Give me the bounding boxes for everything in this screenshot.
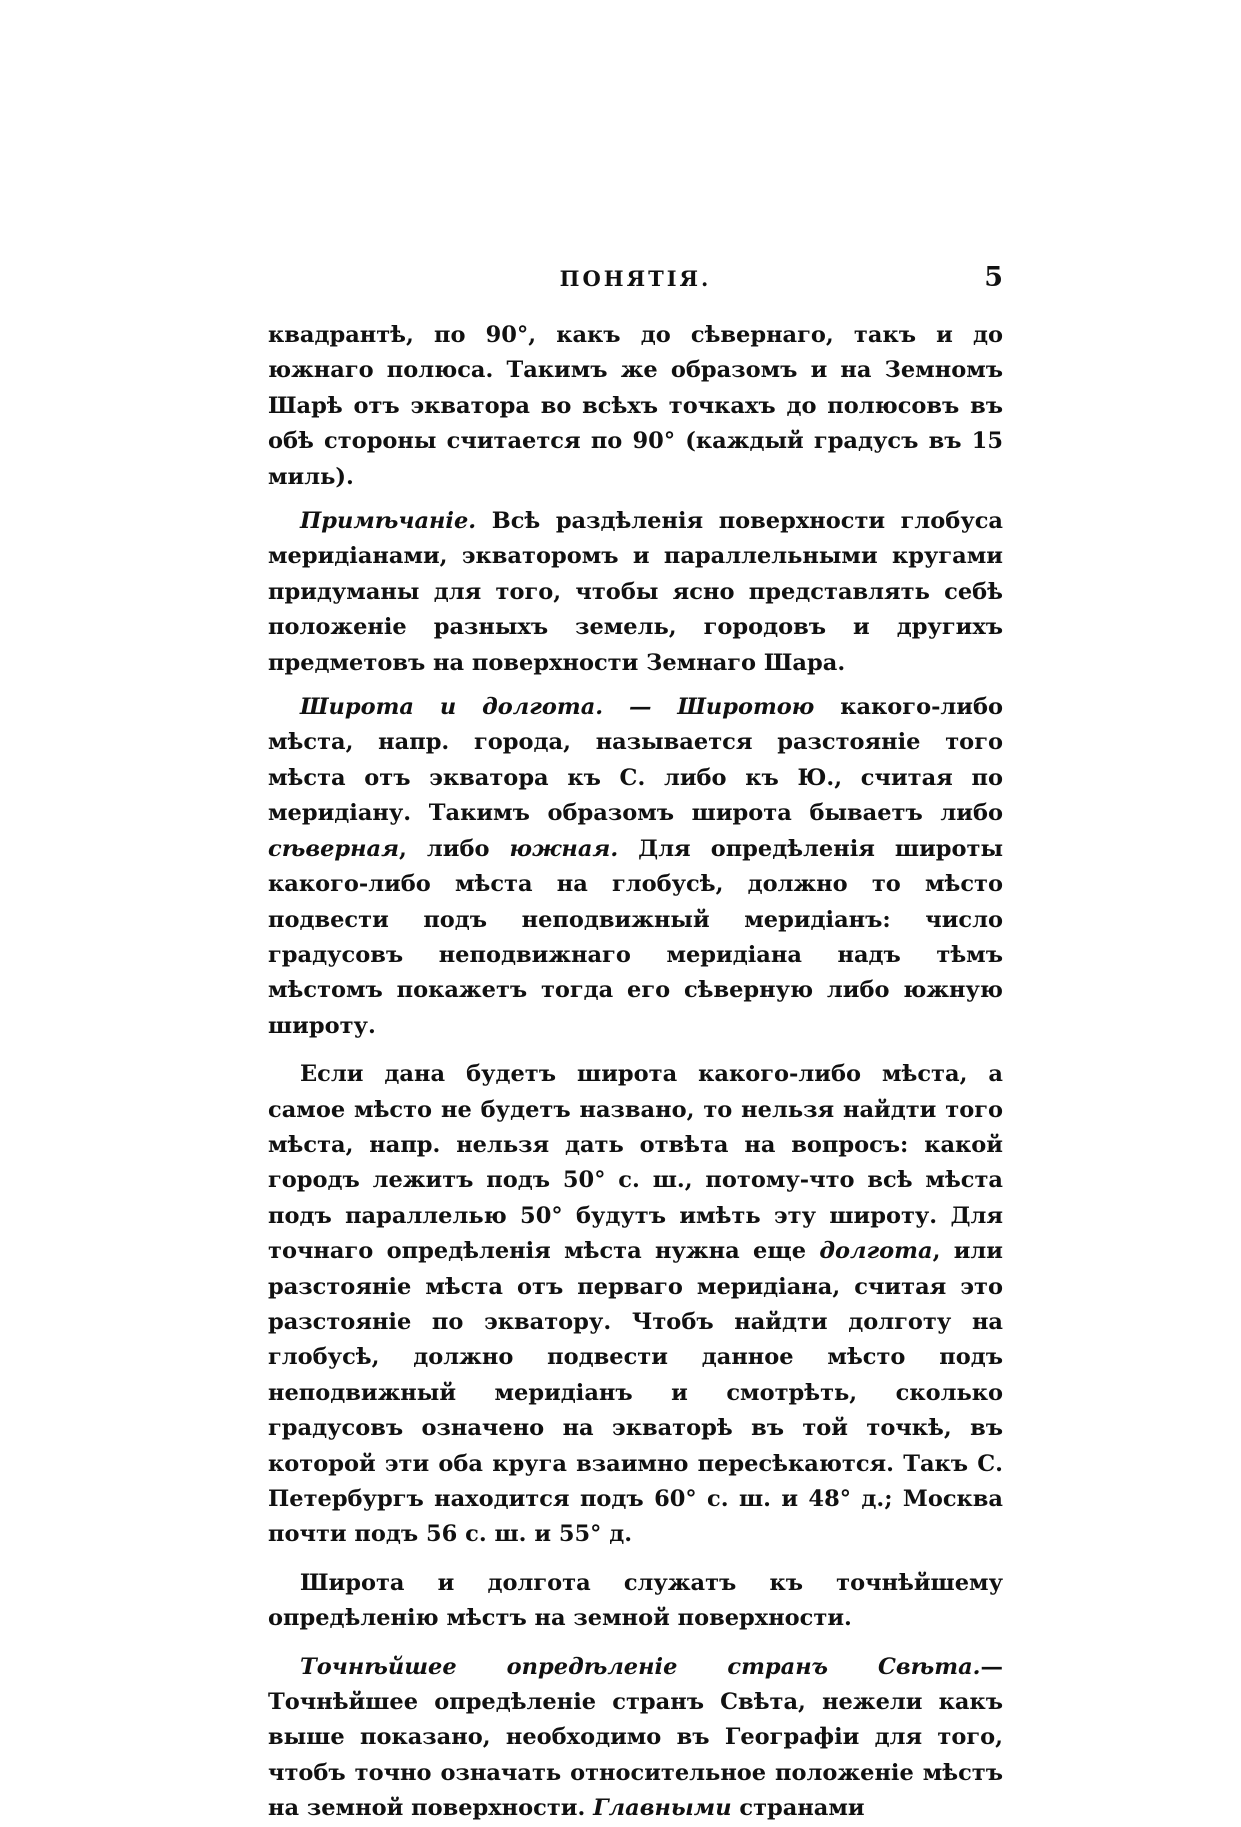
paragraph-1: квадрантѣ, по 90°, какъ до сѣвернаго, такъ и до южнаго полюса. Такимъ же образомъ и на Земномъ Шарѣ отъ экватора во всѣхъ точкахъ до полюсовъ въ обѣ стороны считается по 90° (каждый градусъ въ 15 миль). [268, 322, 1003, 490]
page-header [268, 262, 1003, 302]
body-text [268, 318, 1003, 1827]
paragraph-note: Примѣчаніе. Всѣ раздѣленія поверхности глобуса меридіанами, экваторомъ и параллельными кругами придуманы для того, чтобы ясно представлять себѣ положеніе разныхъ земель, городовъ и другихъ предметовъ на поверхности Земнаго Шара. [268, 508, 1003, 676]
section-heading-cardinal: Точнѣйшее опредѣленіе странъ Свѣта. [300, 1653, 981, 1680]
paragraph-latitude: Широта и долгота. — Широтою какого-либо мѣста, напр. города, называется разстояніе того мѣста отъ экватора къ С. либо къ Ю., считая по меридіану. Такимъ образомъ широта бываетъ либо сѣверная, либо южная. Для опредѣленія широты какого-либо мѣста на глобусѣ, должно то мѣсто подвести подъ неподвижный меридіанъ: число градусовъ неподвижнаго меридіана надъ тѣмъ мѣстомъ покажетъ тогда его сѣверную либо южную широту. [268, 694, 1003, 1039]
running-title: ПОНЯТІЯ. [559, 266, 712, 291]
section-heading-latitude: Широта и долгота. — Широтою [300, 694, 815, 721]
page-number: 5 [984, 262, 1003, 293]
paragraph-longitude: Если дана будетъ широта какого-либо мѣста, а самое мѣсто не будетъ названо, то нельзя найдти того мѣста, напр. нельзя дать отвѣта на вопросъ: какой городъ лежитъ подъ 50° с. ш., потому-что всѣ мѣста подъ параллелью 50° будутъ имѣть эту широту. Для точнаго опредѣленія мѣста нужна еще долгота, или разстояніе мѣста отъ перваго меридіана, считая это разстояніе по экватору. Чтобъ найдти долготу на глобусѣ, должно подвести данное мѣсто подъ неподвижный меридіанъ и смотрѣть, сколько градусовъ означено на экваторѣ въ той точкѣ, въ которой эти оба круга взаимно пересѣкаются. Такъ С. Петербургъ находится подъ 60° с. ш. и 48° д.; Москва почти подъ 56 с. ш. и 55° д. [268, 1061, 1003, 1548]
paragraph-cardinal: Точнѣйшее опредѣленіе странъ Свѣта.—Точнѣйшее опредѣленіе странъ Свѣта, нежели какъ выше показано, необходимо въ Географіи для того, чтобъ точно означать относительное положеніе мѣстъ на земной поверхности. Главными странами [268, 1653, 1003, 1822]
paragraph-summary: Широта и долгота служатъ къ точнѣйшему опредѣленію мѣстъ на земной поверхности. [268, 1569, 1003, 1632]
note-label: Примѣчаніе. [300, 508, 477, 535]
